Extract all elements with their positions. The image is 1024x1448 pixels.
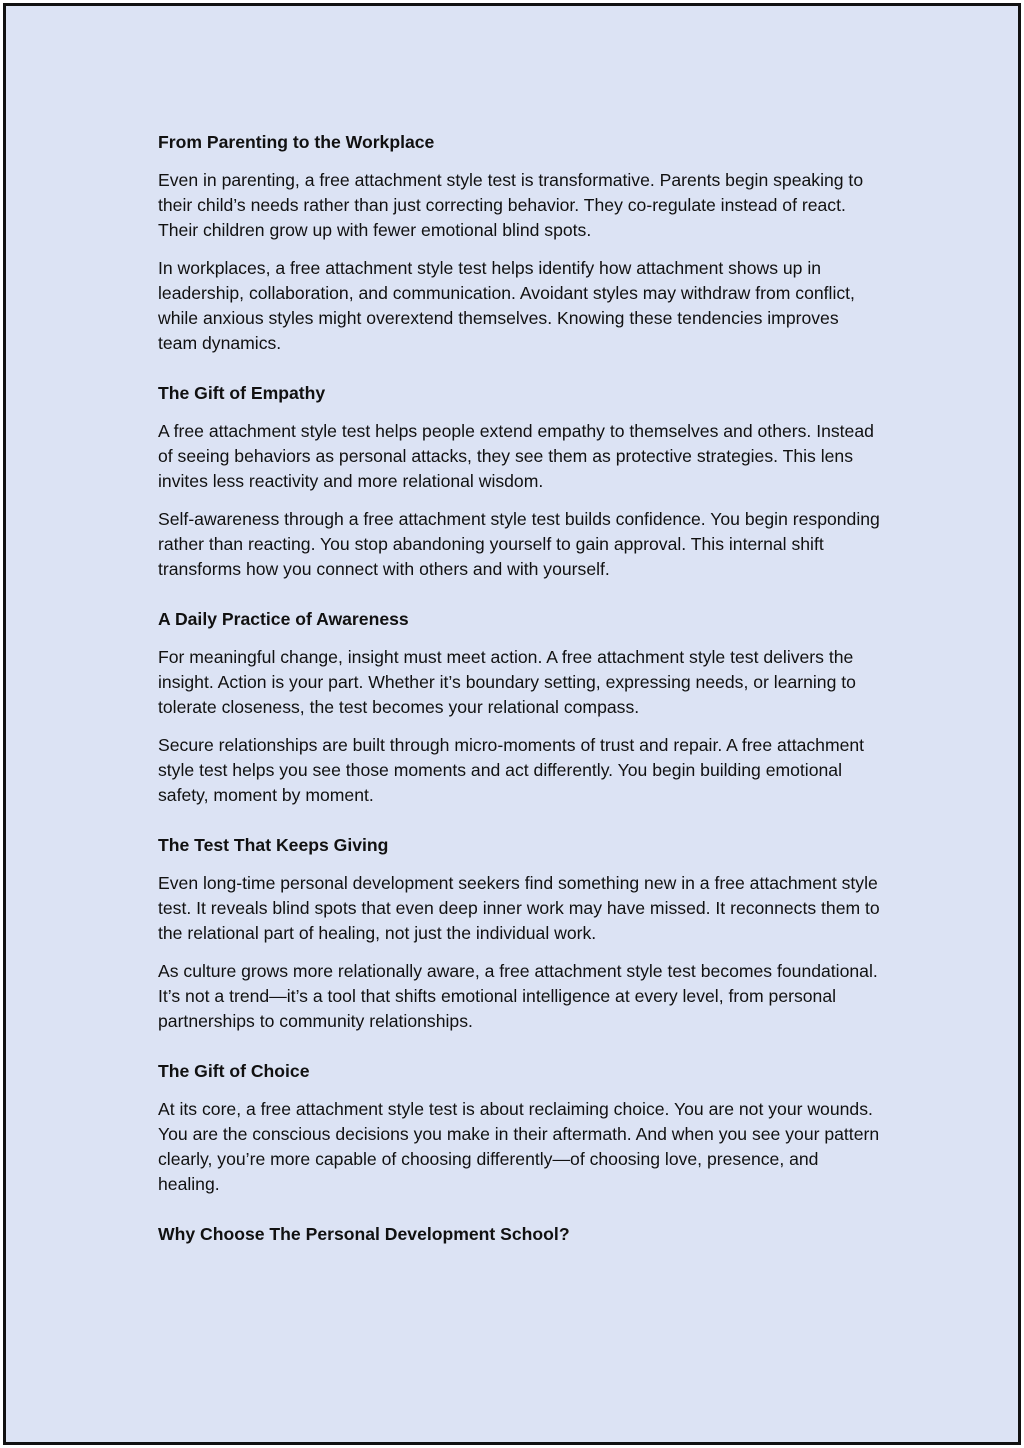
document-body: [158, 130, 880, 1260]
paragraph: Even long-time personal development seekers find something new in a free attachment style test. It reveals blind spots that even deep inner work may have missed. It reconnects them to the relational part of healing, not just the individual work.: [158, 873, 880, 943]
section-heading: From Parenting to the Workplace: [158, 132, 435, 152]
section-heading: The Gift of Choice: [158, 1061, 310, 1081]
paragraph: For meaningful change, insight must meet action. A free attachment style test delivers the insight. Action is your part. Whether it’s boundary setting, expressing needs, or learning to tolerate closeness, the test becomes your relational compass.: [158, 647, 856, 717]
section-heading: Why Choose The Personal Development School?: [158, 1224, 570, 1244]
section-daily-practice: [158, 607, 880, 808]
section-parenting-workplace: [158, 130, 880, 356]
paragraph: As culture grows more relationally aware, a free attachment style test becomes foundational. It’s not a trend—it’s a tool that shifts emotional intelligence at every level, from personal partnerships to community relationships.: [158, 961, 878, 1031]
section-gift-of-choice: [158, 1059, 880, 1197]
section-gift-of-empathy: [158, 381, 880, 582]
paragraph: In workplaces, a free attachment style test helps identify how attachment shows up in leadership, collaboration, and communication. Avoidant styles may withdraw from conflict, while anxious styles might overextend themselves. Knowing these tendencies improves team dynamics.: [158, 258, 855, 353]
paragraph: At its core, a free attachment style test is about reclaiming choice. You are not your wounds. You are the conscious decisions you make in their aftermath. And when you see your pattern clearly, you’re more capable of choosing differently—of choosing love, presence, and healing.: [158, 1099, 880, 1194]
section-test-keeps-giving: [158, 833, 880, 1034]
paragraph: Secure relationships are built through micro-moments of trust and repair. A free attachment style test helps you see those moments and act differently. You begin building emotional safety, moment by moment.: [158, 735, 865, 805]
section-why-choose-pds: [158, 1222, 880, 1247]
paragraph: Self-awareness through a free attachment style test builds confidence. You begin responding rather than reacting. You stop abandoning yourself to gain approval. This internal shift transforms how you connect with others and with yourself.: [158, 509, 880, 579]
document-page: [3, 3, 1021, 1445]
section-heading: The Test That Keeps Giving: [158, 835, 389, 855]
paragraph: Even in parenting, a free attachment style test is transformative. Parents begin speaking to their child’s needs rather than just correcting behavior. They co-regulate instead of react. Their children grow up with fewer emotional blind spots.: [158, 170, 864, 240]
paragraph: A free attachment style test helps people extend empathy to themselves and others. Instead of seeing behaviors as personal attacks, they see them as protective strategies. This lens invites less reactivity and more relational wisdom.: [158, 421, 874, 491]
section-heading: A Daily Practice of Awareness: [158, 609, 409, 629]
section-heading: The Gift of Empathy: [158, 383, 326, 403]
